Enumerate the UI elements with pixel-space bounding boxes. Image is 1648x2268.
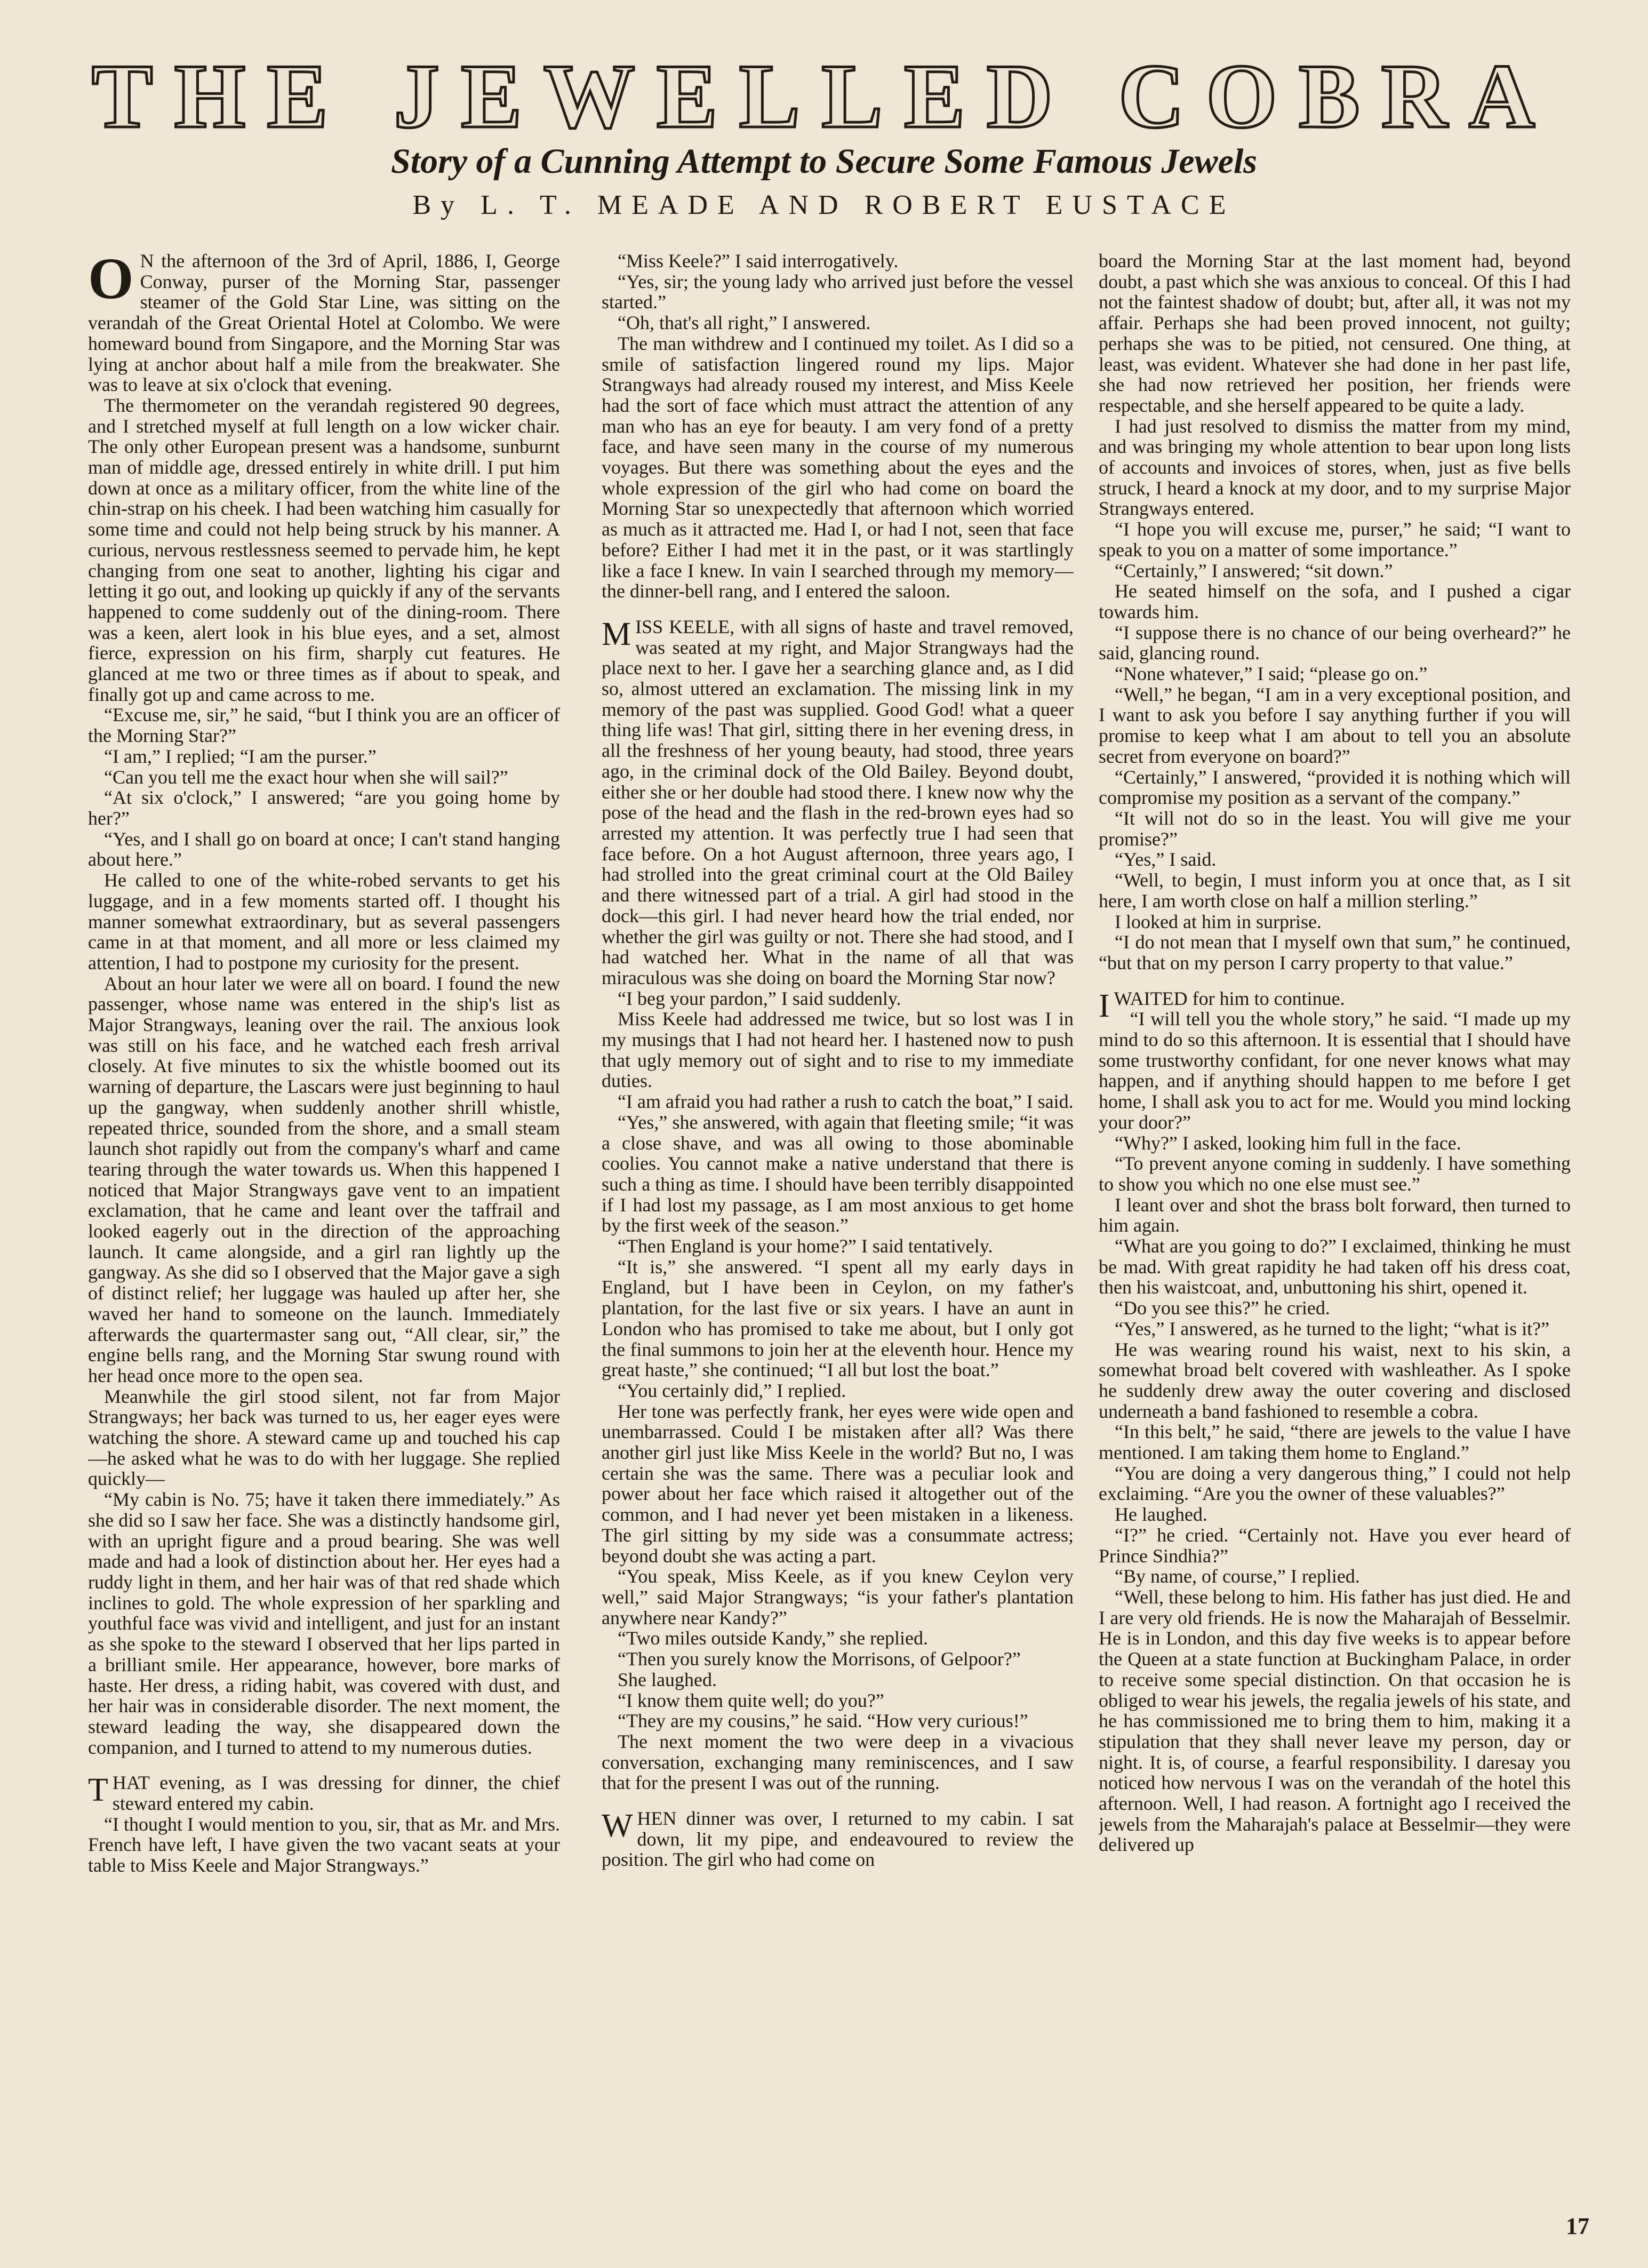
paragraph <box>88 746 560 767</box>
paragraph <box>1099 684 1571 767</box>
paragraph <box>602 1731 1074 1793</box>
paragraph-text: “Why?” I asked, looking him full in the face. <box>1115 1132 1461 1154</box>
paragraph <box>1099 622 1571 664</box>
paragraph <box>1099 1463 1571 1504</box>
drop-cap: I <box>1099 987 1110 1024</box>
paragraph <box>1099 1566 1571 1587</box>
paragraph <box>602 1112 1074 1236</box>
paragraph-text: “Yes, and I shall go on board at once; I can't stand hanging about here.” <box>88 828 560 871</box>
paragraph-text: “None whatever,” I said; “please go on.” <box>1115 663 1428 685</box>
paragraph-text: “Can you tell me the exact hour when she will sail?” <box>104 766 508 788</box>
article-title: THE JEWELLED COBRA <box>91 46 1557 147</box>
paragraph-text: “Yes,” she answered, with again that fleeting smile; “it was a close shave, and was all owing to those abominable coolies. You cannot make a native understand that there is such a thing as time. I should have been terribly disappointed if I had lost my passage, as I am most anxious to get home by the first week of the season.” <box>602 1111 1074 1236</box>
paragraph-text: “I hope you will excuse me, purser,” he said; “I want to speak to you on a matter of some importance.” <box>1099 518 1571 561</box>
paragraph <box>1099 1319 1571 1339</box>
paragraph-text: “Yes,” I said. <box>1115 849 1217 871</box>
paragraph <box>1099 1153 1571 1194</box>
paragraph-text: “It will not do so in the least. You will give me your promise?” <box>1099 807 1571 850</box>
paragraph-text: “Yes,” I answered, as he turned to the light; “what is it?” <box>1115 1317 1550 1339</box>
paragraph <box>602 988 1074 1009</box>
paragraph-text: “Then England is your home?” I said tentatively. <box>618 1235 993 1257</box>
paragraph-text: “Certainly,” I answered; “sit down.” <box>1115 560 1393 581</box>
paragraph-text: “You are doing a very dangerous thing,” I could not help exclaiming. “Are you the owner of these valuables?” <box>1099 1462 1571 1505</box>
paragraph <box>88 705 560 746</box>
paragraph-text: “I am,” I replied; “I am the purser.” <box>104 745 377 767</box>
paragraph <box>88 1814 560 1876</box>
paragraph <box>602 1401 1074 1567</box>
paragraph <box>88 1489 560 1758</box>
drop-cap: O <box>88 251 134 311</box>
paragraph <box>602 1711 1074 1731</box>
drop-cap: M <box>602 616 631 652</box>
paragraph-text: The man withdrew and I continued my toilet. As I did so a smile of satisfaction lingered round my lips. Major Strangways had already roused my interest, and Miss Keele had the sort of face which must attract the attention of any man who has an eye for beauty. I am very fond of a pretty face, and have seen many in the course of my numerous voyages. But there was something about the eyes and the whole expression of the girl who had come on board the Morning Star so unexpectedly that afternoon which worried as much as it attracted me. Had I, or had I not, seen that face before? Either I had met it in the past, or it was startlingly like a face I knew. In vain I searched through my memory—the dinner-bell rang, and I entered the saloon. <box>602 332 1074 602</box>
paragraph <box>88 1772 560 1814</box>
paragraph <box>1099 561 1571 581</box>
paragraph <box>602 1009 1074 1091</box>
paragraph-text: “Well, these belong to him. His father has just died. He and I are very old friends. He is now the Maharajah of Besselmir. He is in London, and this day five weeks is to appear before the Queen at a state function at Buckingham Palace, in order to receive some special distinction. On that occasion he is obliged to wear his jewels, the regalia jewels of his state, and he has commissioned me to bring them to him, making it a stipulation that they shall never leave my person, day or night. It is, of course, a fearful responsibility. I daresay you noticed how nervous I was on the verandah of the hotel this afternoon. Well, I had reason. A fortnight ago I received the jewels from the Maharajah's palace at Besselmir—they were delivered up <box>1099 1586 1571 1856</box>
paragraph <box>1099 767 1571 808</box>
section-gap <box>602 1793 1074 1808</box>
paragraph <box>1099 519 1571 560</box>
paragraph <box>1099 912 1571 932</box>
paragraph-text: “Certainly,” I answered, “provided it is nothing which will compromise my position as a servant of the company.” <box>1099 766 1571 809</box>
paragraph <box>88 870 560 973</box>
paragraph <box>1099 1504 1571 1525</box>
paragraph-text: “I beg your pardon,” I said suddenly. <box>618 987 901 1009</box>
paragraph <box>88 395 560 705</box>
paragraph-text: “I am afraid you had rather a rush to catch the boat,” I said. <box>618 1091 1074 1113</box>
paragraph <box>1099 416 1571 520</box>
paragraph-text: “In this belt,” he said, “there are jewels to the value I have mentioned. I am taking them home to England.” <box>1099 1421 1571 1464</box>
paragraph <box>602 251 1074 271</box>
text-column-1 <box>88 251 560 2192</box>
paragraph <box>1099 251 1571 416</box>
paragraph <box>1099 1236 1571 1298</box>
paragraph <box>1099 1525 1571 1566</box>
paragraph <box>1099 1195 1571 1236</box>
paragraph <box>1099 581 1571 622</box>
paragraph-text: She laughed. <box>618 1668 717 1690</box>
paragraph-text: He was wearing round his waist, next to his skin, a somewhat broad belt covered with washleather. As I spoke he suddenly drew away the outer covering and disclosed underneath a band fashioned to resemble a cobra. <box>1099 1338 1571 1422</box>
paragraph <box>602 1670 1074 1690</box>
paragraph <box>1099 849 1571 870</box>
paragraph-text: N the afternoon of the 3rd of April, 1886, I, George Conway, purser of the Morning Star, passenger steamer of the Gold Star Line, was sitting on the verandah of the Great Oriental Hotel at Colombo. We were homeward bound from Singapore, and the Morning Star was lying at anchor about half a mile from the breakwater. She was to leave at six o'clock that evening. <box>88 251 560 396</box>
paragraph-text: He laughed. <box>1115 1504 1207 1526</box>
paragraph <box>602 271 1074 313</box>
paragraph <box>602 1257 1074 1380</box>
paragraph-text: I looked at him in surprise. <box>1115 911 1322 932</box>
paragraph-text: “Well,” he began, “I am in a very exceptional position, and I want to ask you before I say anything further if you will promise to keep what I am about to tell you an absolute secret from everyone on board?” <box>1099 683 1571 767</box>
paragraph-text: “Excuse me, sir,” he said, “but I think you are an officer of the Morning Star?” <box>88 704 560 747</box>
paragraph-text: “At six o'clock,” I answered; “are you going home by her?” <box>88 787 560 829</box>
byline: By L. T. MEADE AND ROBERT EUSTACE <box>412 190 1236 220</box>
paragraph <box>1099 987 1571 1024</box>
paragraph-text: “Miss Keele?” I said interrogatively. <box>618 251 899 271</box>
paragraph-text: “I will tell you the whole story,” he said. “I made up my mind to do so this afternoon. It is essential that I should have some trustworthy confidant, for one never knows what may happen, and if anything should happen to me before I get home, I shall ask you to act for me. Would you mind locking your door?” <box>1099 1008 1571 1133</box>
paragraph <box>602 1628 1074 1649</box>
paragraph-text: Her tone was perfectly frank, her eyes were wide open and unembarrassed. Could I be mistaken after all? Was there another girl just like Miss Keele in the world? But no, I was certain she was the same. There was a peculiar look and power about her face which raised it altogether out of the common, and I had never yet been mistaken in a likeness. The girl sitting by my side was a consummate actress; beyond doubt she was acting a part. <box>602 1400 1074 1567</box>
paragraph-text: HAT evening, as I was dressing for dinner, the chief steward entered my cabin. <box>112 1772 560 1815</box>
paragraph <box>88 787 560 828</box>
section-gap <box>1099 973 1571 988</box>
paragraph-text: “I know them quite well; do you?” <box>618 1689 884 1711</box>
paragraph-text: “Oh, that's all right,” I answered. <box>618 312 871 334</box>
paragraph-text: “They are my cousins,” he said. “How very curious!” <box>618 1710 1028 1732</box>
paragraph <box>1099 1009 1571 1132</box>
paragraph <box>88 973 560 1386</box>
text-column-2 <box>602 251 1074 2192</box>
paragraph-text: “What are you going to do?” I exclaimed, thinking he must be mad. With great rapidity he had taken off his dress coat, then his waistcoat, and, unbuttoning his shirt, opened it. <box>1099 1235 1571 1298</box>
article-subtitle: Story of a Cunning Attempt to Secure Some Famous Jewels <box>391 142 1257 181</box>
paragraph <box>1099 808 1571 849</box>
paragraph <box>88 829 560 870</box>
paragraph-text: “Two miles outside Kandy,” she replied. <box>618 1627 928 1649</box>
paragraph <box>1099 1339 1571 1422</box>
paragraph-text: “Then you surely know the Morrisons, of Gelpoor?” <box>618 1648 1021 1670</box>
paragraph-text: The next moment the two were deep in a vivacious conversation, exchanging many reminiscences, and I saw that for the present I was out of the running. <box>602 1730 1074 1794</box>
paragraph-text: “To prevent anyone coming in suddenly. I have something to show you which no one else must see.” <box>1099 1153 1571 1195</box>
paragraph-text: The thermometer on the verandah registered 90 degrees, and I stretched myself at full length on a low wicker chair. The only other European present was a handsome, sunburnt man of middle age, dressed entirely in white drill. I put him down at once as a military officer, from the white line of the chin-strap on his cheek. I had been watching him casually for some time and could not help being struck by his manner. A curious, nervous restlessness seemed to pervade him, he kept changing from one seat to another, lighting his cigar and letting it go out, and looking up quickly if any of the servants happened to come suddenly out of the dining-room. There was a keen, alert look in his blue eyes, and a set, almost fierce, expression on his firm, sharply cut features. He glanced at me two or three times as if about to speak, and finally got up and came across to me. <box>88 394 560 705</box>
paragraph <box>88 767 560 788</box>
paragraph <box>602 1690 1074 1711</box>
paragraph-text: “By name, of course,” I replied. <box>1115 1566 1360 1587</box>
paragraph <box>1099 1298 1571 1319</box>
paragraph-text: Meanwhile the girl stood silent, not far from Major Strangways; her back was turned to us, her eager eyes were watching the shore. A steward came up and touched his cap—he asked what he was to do with her luggage. She replied quickly— <box>88 1385 560 1490</box>
drop-cap: W <box>602 1808 633 1844</box>
paragraph <box>602 1236 1074 1257</box>
paragraph-text: I leant over and shot the brass bolt forward, then turned to him again. <box>1099 1194 1571 1236</box>
paragraph-text: “Do you see this?” he cried. <box>1115 1297 1330 1319</box>
text-column-3 <box>1099 251 1571 2192</box>
paragraph <box>602 617 1074 988</box>
paragraph-text: board the Morning Star at the last moment had, beyond doubt, a past which she was anxious to conceal. Of this I had not the faintest shadow of doubt; but, after all, it was not my affair. Perhaps she had been proved innocent, not guilty; perhaps she was to be pitied, not censured. One thing, at least, was evident. Whatever she had done in her past life, she had now retrieved her position, her friends were respectable, and she herself appeared to be quite a lady. <box>1099 251 1571 416</box>
paragraph-text: Miss Keele had addressed me twice, but so lost was I in my musings that I had not heard her. I hastened now to push that ugly memory out of sight and to rise to my immediate duties. <box>602 1008 1074 1092</box>
paragraph-text: “Yes, sir; the young lady who arrived just before the vessel started.” <box>602 270 1074 313</box>
paragraph-text: “You speak, Miss Keele, as if you knew Ceylon very well,” said Major Strangways; “is your father's plantation anywhere near Kandy?” <box>602 1566 1074 1628</box>
paragraph-text: HEN dinner was over, I returned to my cabin. I sat down, lit my pipe, and endeavoured to review the position. The girl who had come on <box>602 1808 1074 1871</box>
paragraph-text: “It is,” she answered. “I spent all my early days in England, but I have been in Ceylon, on my father's plantation, for the last five or six years. I have an aunt in London who has promised to take me about, but I only got the final summons to join her at the eleventh hour. Hence my great haste,” she continued; “I all but lost the boat.” <box>602 1256 1074 1381</box>
paragraph-text: “I thought I would mention to you, sir, that as Mr. and Mrs. French have left, I have given the two vacant seats at your table to Miss Keele and Major Strangways.” <box>88 1813 560 1876</box>
page-number: 17 <box>1566 2213 1589 2239</box>
paragraph-text: “My cabin is No. 75; have it taken there immediately.” As she did so I saw her face. She was a distinctly handsome girl, with an upright figure and a proud bearing. She was well made and had a look of distinction about her. Her eyes had a ruddy light in them, and her hair was of that red shade which inclines to gold. The whole expression of her sparkling and youthful face was vivid and intelligent, and just for an instant as she spoke to the steward I observed that her lips parted in a brilliant smile. Her appearance, however, bore marks of haste. Her dress, a riding habit, was covered with dust, and her hair was in considerable disorder. The next moment, the steward leading the way, she disappeared down the companion, and I turned to attend to my numerous duties. <box>88 1489 560 1758</box>
paragraph-text: ISS KEELE, with all signs of haste and travel removed, was seated at my right, and Major Strangways had the place next to her. I gave her a searching glance and, as I did so, almost uttered an exclamation. The missing link in my memory of the past was supplied. Good God! what a queer thing life was! That girl, sitting there in her evening dress, in all the freshness of her young beauty, had stood, three years ago, in the criminal dock of the Old Bailey. Beyond doubt, either she or her double had stood there. I knew now why the pose of the head and the flash in the red-brown eyes had so arrested my attention. It was perfectly true I had seen that face before. On a hot August afternoon, three years ago, I had strolled into the great criminal court at the Old Bailey and there witnessed part of a trial. A girl had stood in the dock—this girl. I had never heard how the trial ended, nor whether the girl was guilty or not. There she had stood, and I had watched her. What in the name of all that was miraculous was she doing on board the Morning Star now? <box>602 616 1074 988</box>
paragraph <box>1099 664 1571 684</box>
paragraph-text: WAITED for him to continue. <box>1114 987 1345 1009</box>
paragraph <box>602 1649 1074 1670</box>
paragraph-text: “Well, to begin, I must inform you at once that, as I sit here, I am worth close on half a million sterling.” <box>1099 869 1571 912</box>
paragraph-text: “I suppose there is no chance of our being overheard?” he said, glancing round. <box>1099 621 1571 664</box>
paragraph <box>1099 1587 1571 1855</box>
section-gap <box>88 1758 560 1772</box>
paragraph-text: About an hour later we were all on board. I found the new passenger, whose name was entered in the ship's list as Major Strangways, leaning over the rail. The anxious look was still on his face, and he watched each fresh arrival closely. At five minutes to six the whistle boomed out its warning of departure, the Lascars were just beginning to haul up the gangway, when suddenly another shrill whistle, repeated thrice, sounded from the shore, and a small steam launch shot rapidly out from the company's wharf and came tearing through the water towards us. When this happened I noticed that Major Strangways gave vent to an impatient exclamation, that he came and leant over the taffrail and looked eagerly out in the direction of the approaching launch. It came alongside, and a girl ran lightly up the gangway. As she did so I observed that the Major gave a sigh of distinct relief; her luggage was hauled up after her, she waved her hand to someone on the launch. Immediately afterwards the quartermaster sang out, “All clear, sir,” the engine bells rang, and the Morning Star swung round with her head once more to the open sea. <box>88 972 560 1386</box>
paragraph-text: I had just resolved to dismiss the matter from my mind, and was bringing my whole attention to bear upon long lists of accounts and invoices of stores, when, just as five bells struck, I heard a knock at my door, and to my surprise Major Strangways entered. <box>1099 415 1571 520</box>
paragraph <box>602 1808 1074 1870</box>
paragraph <box>1099 1133 1571 1154</box>
paragraph <box>602 1380 1074 1401</box>
paragraph <box>88 1386 560 1490</box>
paragraph-text: “I?” he cried. “Certainly not. Have you ever heard of Prince Sindhia?” <box>1099 1524 1571 1567</box>
paragraph-text: “I do not mean that I myself own that sum,” he continued, “but that on my person I carry property to that value.” <box>1099 931 1571 973</box>
paragraph <box>602 333 1074 602</box>
paragraph-text: He seated himself on the sofa, and I pushed a cigar towards him. <box>1099 580 1571 622</box>
paragraph <box>88 251 560 395</box>
drop-cap: T <box>88 1772 108 1809</box>
paragraph <box>602 313 1074 333</box>
paragraph-text: He called to one of the white-robed servants to get his luggage, and in a few moments started off. I thought his manner somewhat extraordinary, but as several passengers came in at that moment, and all more or less claimed my attention, I had to postpone my curiosity for the present. <box>88 869 560 973</box>
paragraph <box>1099 1422 1571 1463</box>
section-gap <box>602 602 1074 617</box>
paragraph <box>602 1091 1074 1112</box>
paragraph <box>1099 870 1571 911</box>
paragraph <box>1099 932 1571 973</box>
paragraph-text: “You certainly did,” I replied. <box>618 1379 846 1401</box>
paragraph <box>602 1566 1074 1628</box>
